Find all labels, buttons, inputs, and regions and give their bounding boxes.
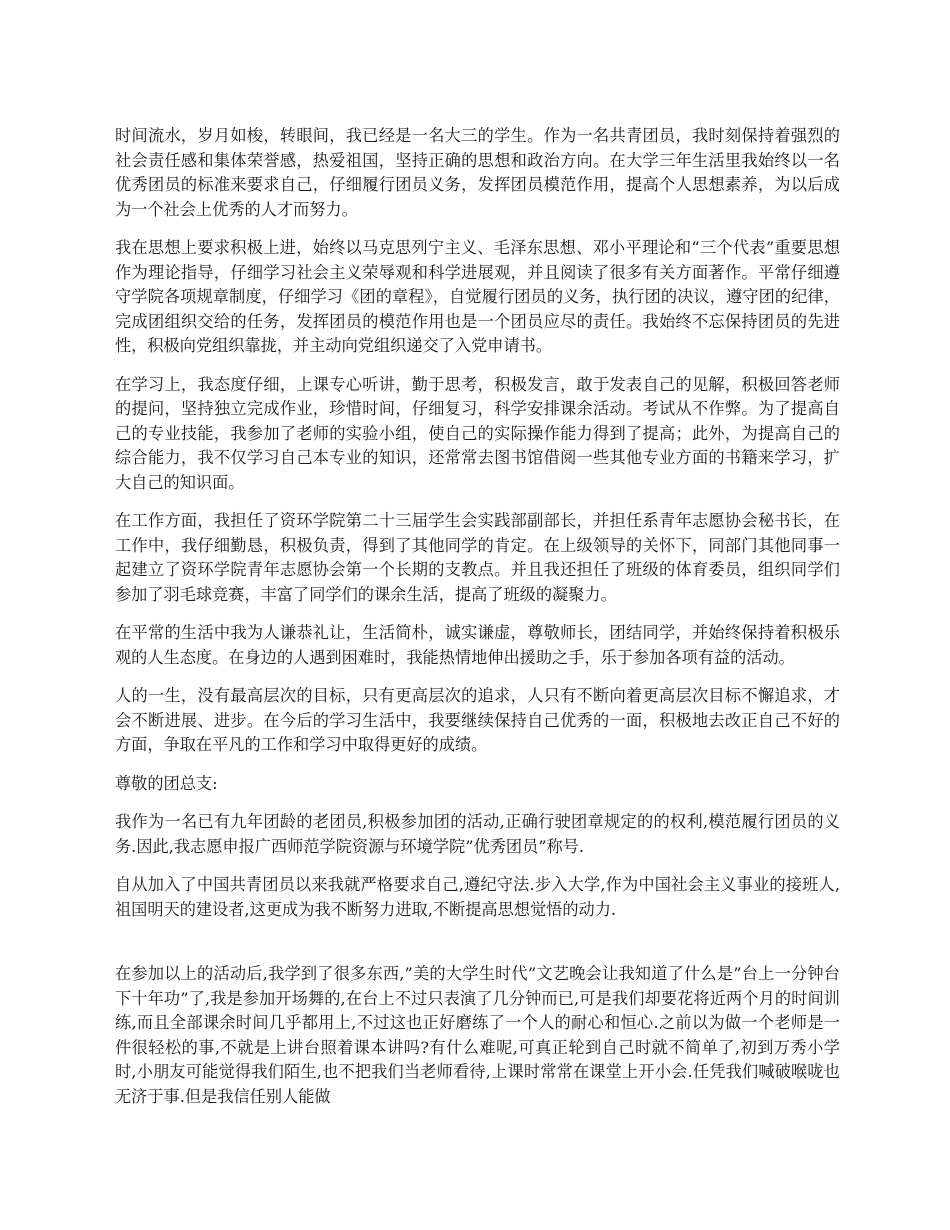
paragraph-thought: 我在思想上要求积极上进，始终以马克思列宁主义、毛泽东思想、邓小平理论和“三个代表”重要思想作为理论指导，仔细学习社会主义荣辱观和科学进展观，并且阅读了很多有关方面著作。平常仔细遵守学院各项规章制度，仔细学习《团的章程》，自觉履行团员的义务，执行团的决议，遵守团的纪律，完成团组织交给的任务，发挥团员的模范作用也是一个团员应尽的责任。我始终不忘保持团员的先进性，积极向党组织靠拢，并主动向党组织递交了入党申请书。 bbox=[115, 238, 840, 355]
paragraph-work: 在工作方面，我担任了资环学院第二十三届学生会实践部副部长，并担任系青年志愿协会秘书长，在工作中，我仔细勤恳，积极负责，得到了其他同学的肯定。在上级领导的关怀下，同部门其他同事一起建立了资环学院青年志愿协会第一个长期的支教点。并且我还担任了班级的体育委员，组织同学们参加了羽毛球竞赛，丰富了同学们的课余生活，提高了班级的凝聚力。 bbox=[115, 511, 840, 604]
paragraph-application: 我作为一名已有九年团龄的老团员,积极参加团的活动,正确行驶团章规定的的权利,模范履行团员的义务.因此,我志愿申报广西师范学院资源与环境学院”优秀团员”称号. bbox=[115, 812, 840, 856]
paragraph-discipline: 自从加入了中国共青团员以来我就严格要求自己,遵纪守法.步入大学,作为中国社会主义事业的接班人,祖国明天的建设者,这更成为我不断努力进取,不断提高思想觉悟的动力. bbox=[115, 875, 840, 919]
paragraph-life: 在平常的生活中我为人谦恭礼让，生活简朴，诚实谦虚，尊敬师长，团结同学，并始终保持着积极乐观的人生态度。在身边的人遇到困难时，我能热情地伸出援助之手，乐于参加各项有益的活动。 bbox=[115, 623, 840, 667]
paragraph-activities: 在参加以上的活动后,我学到了很多东西,”美的大学生时代”文艺晚会让我知道了什么是”台上一分钟台下十年功”了,我是参加开场舞的,在台上不过只表演了几分钟而已,可是我们却要花将近两个月的时间训练,而且全部课余时间几乎都用上,不过这也正好磨练了一个人的耐心和恒心.之前以为做一个老师是一件很轻松的事,不就是上讲台照着课本讲吗?有什么难呢,可真正轮到自己时就不简单了,初到万秀小学时,小朋友可能觉得我们陌生,也不把我们当老师看待,上课时常常在课堂上开小会.任凭我们喊破喉咙也无济于事.但是我信任别人能做 bbox=[115, 964, 840, 1106]
paragraph-goals: 人的一生，没有最高层次的目标，只有更高层次的追求，人只有不断向着更高层次目标不懈追求，才会不断进展、进步。在今后的学习生活中，我要继续保持自己优秀的一面，积极地去改正自己不好的方面，争取在平凡的工作和学习中取得更好的成绩。 bbox=[115, 686, 840, 754]
paragraph-study: 在学习上，我态度仔细，上课专心听讲，勤于思考，积极发言，敢于发表自己的见解，积极回答老师的提问，坚持独立完成作业，珍惜时间，仔细复习，科学安排课余活动。考试从不作弊。为了提高自己的专业技能，我参加了老师的实验小组，使自己的实际操作能力得到了提高；此外，为提高自己的综合能力，我不仅学习自己本专业的知识，还常常去图书馆借阅一些其他专业方面的书籍来学习，扩大自己的知识面。 bbox=[115, 374, 840, 492]
paragraph-intro: 时间流水，岁月如梭，转眼间，我已经是一名大三的学生。作为一名共青团员，我时刻保持着强烈的社会责任感和集体荣誉感，热爱祖国，坚持正确的思想和政治方向。在大学三年生活里我始终以一名优秀团员的标准来要求自己，仔细履行团员义务，发挥团员模范作用，提高个人思想素养，为以后成为一个社会上优秀的人才而努力。 bbox=[115, 126, 840, 219]
document-page bbox=[115, 124, 840, 1123]
salutation: 尊敬的团总支: bbox=[115, 773, 218, 793]
